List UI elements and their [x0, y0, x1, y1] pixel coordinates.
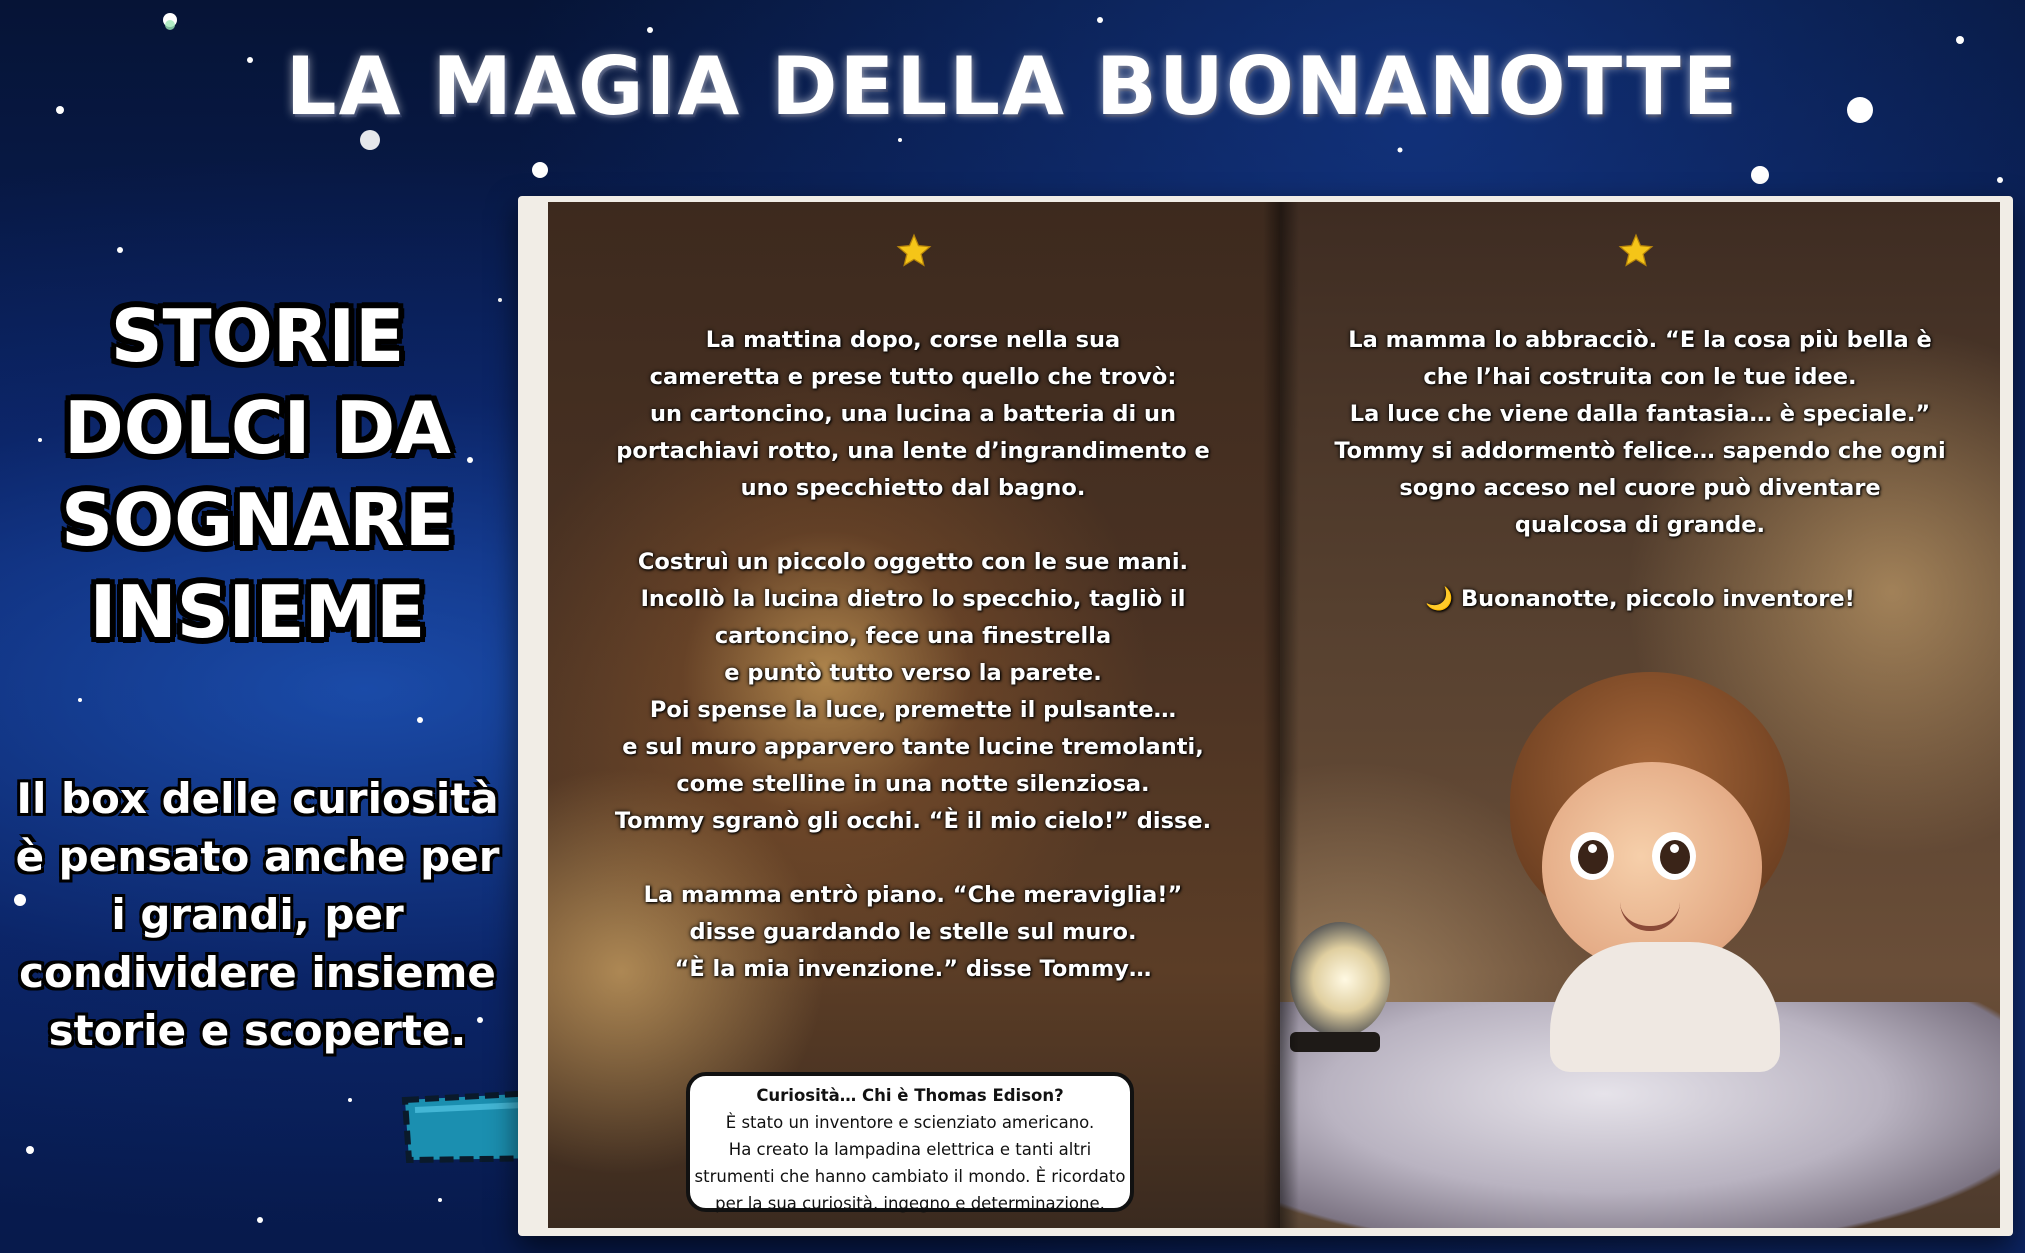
right-page — [1280, 202, 2000, 1228]
left-page-story: La mattina dopo, corse nella sua cameretta e prese tutto quello che trovò: un cartoncino, una lucina a batteria di un portachiavi rotto, una lente d’ingrandimento e uno specchietto dal bagno. Costruì un piccolo oggetto con le sue mani. Incollò la lucina dietro lo specchio, tagliò il cartoncino, fece una finestrella e puntò tutto verso la parete. Poi spense la luce, premette il pulsante… e sul muro apparvero tante lucine tremolanti, come stelline in una notte silenziosa. Tommy sgranò gli occhi. “È il mio cielo!” disse. La mamma entrò piano. “Che meraviglia!” disse guardando le stelle sul muro. “È la mia invenzione.” disse Tommy… — [614, 327, 1212, 982]
star-icon — [895, 232, 933, 270]
book-gutter — [1263, 202, 1299, 1228]
right-eye — [1652, 832, 1696, 880]
page-title: LA MAGIA DELLA BUONANOTTE — [285, 40, 1740, 133]
side-headline: STORIE DOLCI DA SOGNARE INSIEME — [61, 294, 454, 654]
right-page-story: La mamma lo abbracciò. “E la cosa più bella è che l’hai costruita con le tue idee. La luce che viene dalla fantasia… è speciale.” Tommy si addormentò felice… sapendo che ogni sogno acceso nel cuore può diventare qualcosa di grande. 🌙 Buonanotte, piccolo inventore! — [1334, 327, 1946, 612]
open-book — [518, 196, 2013, 1236]
lamp-illustration — [1290, 922, 1390, 1037]
star-icon — [1617, 232, 1655, 270]
lamp-base — [1290, 1032, 1380, 1052]
side-description: Il box delle curiosità è pensato anche per i grandi, per condividere insieme storie e scoperte. — [15, 774, 500, 1055]
curiosity-text: È stato un inventore e scienziato americano. Ha creato la lampadina elettrica e tanti altri strumenti che hanno cambiato il mondo. È ricordato per la sua curiosità, ingegno e determinazione. — [694, 1113, 1126, 1213]
left-eye — [1570, 832, 1614, 880]
left-page — [548, 202, 1280, 1228]
curiosity-heading: Curiosità… Chi è Thomas Edison? — [756, 1086, 1064, 1105]
curiosity-box — [686, 1072, 1134, 1212]
boy-shirt — [1550, 942, 1780, 1072]
